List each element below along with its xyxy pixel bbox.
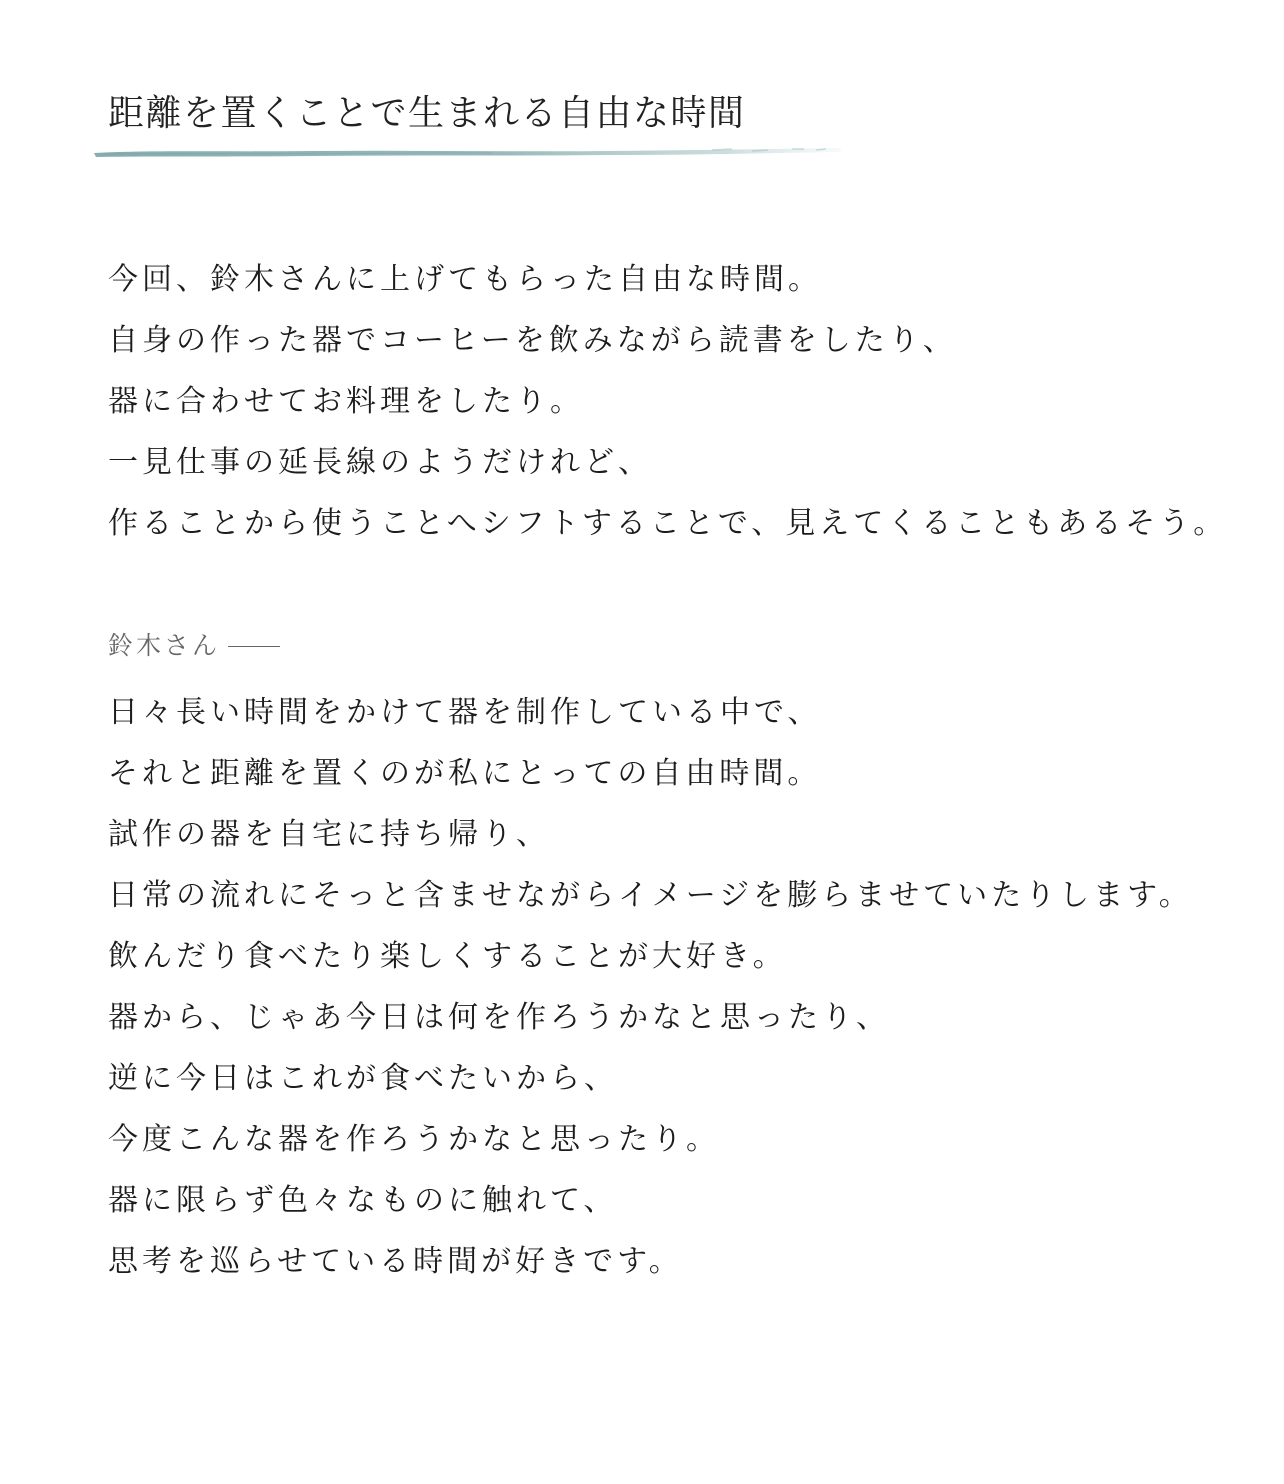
quote-line: 逆に今日はこれが食べたいから、 xyxy=(108,1061,618,1096)
quote-line: 飲んだり食べたり楽しくすることが大好き。 xyxy=(108,939,787,974)
speaker-dash xyxy=(228,646,280,647)
quote-line: 器から、じゃあ今日は何を作ろうかなと思ったり、 xyxy=(108,1000,890,1035)
intro-line: 器に合わせてお料理をしたり。 xyxy=(108,384,584,419)
quote-paragraph xyxy=(108,682,1193,1292)
quote-line: 試作の器を自宅に持ち帰り、 xyxy=(108,817,550,852)
quote-line: それと距離を置くのが私にとっての自由時間。 xyxy=(108,756,822,791)
brush-underline xyxy=(92,141,844,163)
intro-line: 今回、鈴木さんに上げてもらった自由な時間。 xyxy=(108,262,822,297)
intro-paragraph xyxy=(108,249,1227,554)
quote-line: 今度こんな器を作ろうかなと思ったり。 xyxy=(108,1122,720,1157)
speaker-name: 鈴木さん xyxy=(108,631,221,660)
intro-line: 作ることから使うことへシフトすることで、見えてくることもあるそう。 xyxy=(108,506,1228,541)
quote-line: 日常の流れにそっと含ませながらイメージを膨らませていたりします。 xyxy=(108,878,1193,913)
intro-line: 一見仕事の延長線のようだけれど、 xyxy=(108,445,652,480)
quote-line: 日々長い時間をかけて器を制作している中で、 xyxy=(108,695,822,730)
intro-line: 自身の作った器でコーヒーを飲みながら読書をしたり、 xyxy=(108,323,957,358)
section-heading: 距離を置くことで生まれる自由な時間 xyxy=(108,93,746,134)
speaker-label xyxy=(108,624,280,668)
quote-line: 思考を巡らせている時間が好きです。 xyxy=(108,1244,683,1279)
quote-line: 器に限らず色々なものに触れて、 xyxy=(108,1183,618,1218)
